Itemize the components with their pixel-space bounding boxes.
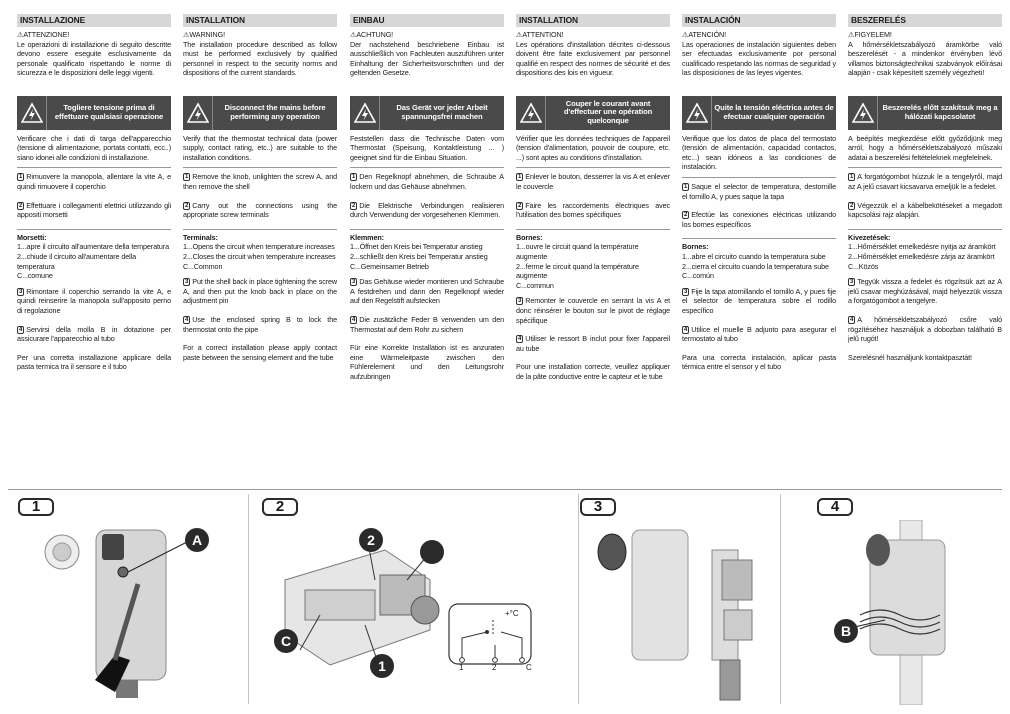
step-2 [682,210,836,229]
intro-text: A hőmérsékletszabályozó áramkörbe való beszerelését - a mindenkor érvényben lévő villamos biztonságtechnikai szabványok előírásai alapján - csak képesített személy végezheti! [848,39,1002,78]
terminal-c: C...commun [516,280,554,290]
terminal-1: 1...Hőmérséklet emelkedésre nyitja az áramkört [848,242,996,252]
attention-label: ⚠ATENCIÓN! [682,30,727,39]
terminal-2: 2...cierra el circuito cuando la temperatura sube [682,261,829,271]
panel-separator [578,494,579,704]
step-marker: 4 [352,316,356,323]
figure-2-number: 2 [262,498,298,516]
terminal-label-1: 1 [459,663,464,672]
warning-text: Das Gerät vor jeder Arbeit spannungsfrei machen [396,103,488,121]
column-header: INSTALACIÓN [682,14,836,27]
figure-1-number: 1 [18,498,54,516]
step-4 [516,334,670,353]
divider [350,167,504,168]
attention-label: ⚠ATTENTION! [516,30,564,39]
high-voltage-icon [17,96,47,130]
terminal-1: 1...Opens the circuit when temperature increases [183,242,335,252]
step-4-text: A hőmérsékletszabályozó csőre való rögzítéséhez használjuk a dobozban található B jelű rugót! [848,314,1002,344]
terminal-1: 1...abre el circuito cuando la temperatura sube [682,251,826,261]
intro-text: Les opérations d'installation décrites ci-dessous doivent être faite exclusivement par personnel qualifié en respect des normes de sécurité et des dispositions des lois en vigueur. [516,39,670,78]
paste-text: Szerelésnél használjunk kontaktpasztát! [848,352,972,362]
step-2 [516,201,670,220]
language-column-es [682,14,836,377]
divider [183,167,337,168]
column-header: EINBAU [350,14,504,27]
terminal-2: 2...schließt den Kreis bei Temperatur anstieg [350,251,488,261]
step-1-text: Rimuovere la manopola, allentare la vite A, e quindi rimuovere il coperchio [17,172,171,191]
column-header: INSTALLATION [516,14,670,27]
language-column-de [350,14,504,386]
warning-text: Couper le courant avant d'effectuer une opération quelconque [563,98,653,125]
terminal-2: 2...chiude il circuito all'aumentare della temperatura [17,251,137,271]
step-4 [848,315,1002,344]
step-marker: 4 [518,336,522,343]
step-4 [17,325,171,344]
step-marker: 1 [352,174,356,181]
step-3 [350,277,504,306]
divider [848,167,1002,168]
terminal-1: 1...ouvre le circuit quand la température augmente [516,242,639,261]
callout-a: A [185,528,209,552]
step-1-text: A forgatógombot húzzuk le a tengelyről, majd az A jelű csavart kicsavarva emeljük le a fedelet. [848,172,1002,191]
figure-3-exploded-drawing [582,520,778,705]
step-marker: 3 [684,288,688,295]
step-3 [516,296,670,325]
step-1 [682,182,836,201]
check-text: Verificare che i dati di targa dell'apparecchio (tensione di alimentazione, portata contatti, ecc..) siano idonei alle condizioni di installazione. [17,133,171,162]
column-header: INSTALLAZIONE [17,14,171,27]
step-marker: 1 [19,174,23,181]
terminal-1: 1...Öffnet den Kreis bei Temperatur anstieg [350,242,483,252]
step-marker: 1 [684,183,688,190]
step-4-text: Die zusätzliche Feder B verwenden um den Thermostat auf dem Rohr zu sichern [350,314,504,334]
warning-text: Beszerelés előtt szakítsuk meg a hálózati kapcsolatot [882,103,998,121]
paste-text: Für eine Korrekte Installation ist es anzuraten eine Wärmeleitpaste zwischen den Fühlerelement und den Leitungsrohr aufzubringen [350,343,504,381]
step-3-text: Tegyük vissza a fedelet és rögzítsük azt az A jelű csavar meghúzásával, majd helyezzük vissza a forgatógombot a tengelyre. [848,277,1002,306]
terminal-c: C...Common [183,261,223,271]
step-1-text: Saque el selector de temperatura, destornille el tornillo A, y pues saque la tapa [682,181,836,201]
panel-separator [248,494,249,704]
step-1 [848,172,1002,191]
step-marker: 3 [185,279,189,286]
step-marker: 4 [19,326,23,333]
step-marker: 2 [850,202,854,209]
step-1 [350,172,504,191]
step-3-text: Put the shell back in place tightening the screw A, and then put the knob back in place on the adjustment pin [183,277,337,306]
step-marker: 4 [684,326,688,333]
terminals-title: Kivezetések: [848,229,1002,243]
figure-1-thermostat-drawing [20,520,245,705]
step-2-text: Die Elektrische Verbindungen realisieren durch Verwendung der vorgesehenen Klemmen. [350,200,504,220]
step-3-text: Rimontare il coperchio serrando la vite A, e quindi reinserire la manopola sull'apposito perno di regolazione [17,286,171,315]
warning-box [350,96,504,130]
intro-text: Las operaciones de instalación siguientes deben ser efectuadas exclusivamente por personal cualificado respetando las normas de seguridad y las disposiciones de las leyes vigentes. [682,39,836,78]
figure-4-pipe-mount-drawing [800,520,1005,705]
step-marker: 1 [850,174,854,181]
figure-3-number: 3 [580,498,616,516]
ground-callout [420,540,444,564]
warning-text: Quite la tensión eléctrica antes de efectuar cualquier operación [714,103,834,121]
warning-box [516,96,670,130]
step-2 [183,201,337,220]
attention-label: ⚠FIGYELEM! [848,30,892,39]
figures-divider [8,489,1002,490]
step-1-text: Den Regelknopf abnehmen, die Schraube A lockern und das Gehäuse abnehmen. [350,172,504,191]
language-column-hu [848,14,1002,367]
step-1-text: Enlever le bouton, desserrer la vis A et enlever le couvercle [516,172,670,191]
terminal-2: 2...ferme le circuit quand la température augmente [516,261,639,281]
step-marker: 3 [850,279,854,286]
language-column-fr [516,14,670,386]
step-3 [682,287,836,316]
step-1 [516,172,670,191]
divider [682,177,836,178]
callout-1: 1 [370,654,394,678]
warning-box [183,96,337,130]
panel-separator [780,494,781,704]
step-marker: 3 [352,279,356,286]
divider [17,167,171,168]
step-marker: 2 [185,202,189,209]
column-header: INSTALLATION [183,14,337,27]
check-text: Vérifier que les données techniques de l'appareil (tension d'alimentation, pouvoir de coupure, etc. ...) sont aptes au conditions d'installation. [516,133,670,162]
terminals-title: Terminals: [183,229,337,243]
high-voltage-icon [848,96,878,130]
terminal-label-c: C [526,663,532,672]
high-voltage-icon [350,96,380,130]
step-2 [350,201,504,220]
step-4-text: Utiliser le ressort B inclut pour fixer l'appareil au tube [516,334,670,353]
check-text: Feststellen dass die Technische Daten vom Thermostat (Speisung, Kontaktleistung ... ) geeignet sind für die Einbau Situation. [350,133,504,162]
intro-text: Der nachstehend beschriebene Einbau ist ausschließlich von Fachleuten auszuführen unter Einhaltung der Sicherheitsvorschriften und der geltenden Gesetze. [350,39,504,78]
terminal-2: 2...Hőmérséklet emelkedésre zárja az áramkört [848,251,995,261]
check-text: A beépítés megkezdése előtt győződjünk meg arról, hogy a hőmérsékletszabályozó műszaki adatai a beszerelési feltételeknek megfelelnek. [848,133,1002,162]
intro-text: Le operazioni di installazione di seguito descritte devono essere eseguite esclusivamente da personale qualificato rispettando le norme di sicurezza e le disposizioni delle leggi vigenti. [17,39,171,78]
warning-box [848,96,1002,130]
step-1 [17,172,171,191]
warning-text: Togliere tensione prima di effettuare qualsiasi operazione [54,103,164,121]
step-4 [183,315,337,334]
paste-text: Pour une installation correcte, veuillez appliquer de la pâte conductive entre le capteur et le tube [516,362,670,381]
step-4-text: Servirsi della molla B in dotazione per assicurare l'apparecchio al tubo [17,324,171,344]
terminals-title: Morsetti: [17,229,171,243]
high-voltage-icon [516,96,546,130]
attention-label: ⚠ATTENZIONE! [17,30,70,39]
warning-box [17,96,171,130]
language-column-it [17,14,171,377]
attention-label: ⚠WARNING! [183,30,226,39]
step-2-text: Carry out the connections using the appropriate screw terminals [183,200,337,220]
terminals-title: Bornes: [516,229,670,243]
callout-2: 2 [359,528,383,552]
step-marker: 2 [684,212,688,219]
step-1 [183,172,337,191]
step-marker: 4 [185,316,189,323]
step-marker: 3 [19,288,23,295]
step-marker: 2 [352,202,356,209]
step-marker: 1 [518,174,522,181]
step-2-text: Effettuare i collegamenti elettrici utilizzando gli appositi morsetti [17,200,171,220]
intro-text: The installation procedure described as follow must be performed exclusively by qualified personnel in respect to the security norms and dispositions of the current standards. [183,39,337,78]
step-marker: 2 [518,202,522,209]
step-3 [183,277,337,306]
high-voltage-icon [682,96,712,130]
terminal-label-2: 2 [492,663,497,672]
screw-a [118,567,128,577]
paste-text: For a correct installation please apply contact paste between the sensing element and the tube [183,343,337,362]
callout-c: C [274,629,298,653]
step-4 [682,325,836,344]
terminals-title: Klemmen: [350,229,504,243]
step-marker: 3 [518,298,522,305]
step-2 [17,201,171,220]
figure-4-number: 4 [817,498,853,516]
terminal-1: 1...apre il circuito all'aumentare della temperatura [17,242,169,252]
step-3-text: Das Gehäuse wieder montieren und Schraube A festdrehen und dann den Regelknopf wieder auf den Regelstift aufstecken [350,277,504,306]
step-2-text: Végezzük el a kábelbekötéseket a megadott kapcsolási rajz alapján. [848,200,1002,220]
paste-text: Para una correcta instalación, aplicar pasta térmica entre el sensor y el tubo [682,352,836,372]
step-4-text: Utilice el muelle B adjunto para asegurar el termostato al tubo [682,324,836,344]
attention-label: ⚠ACHTUNG! [350,30,394,39]
terminal-c: C...Közös [848,261,879,271]
check-text: Verify that the thermostat technical data (power supply, contact rating, etc..) are suitable to the installation conditions. [183,133,337,162]
step-marker: 2 [19,202,23,209]
terminals-title: Bornes: [682,238,836,252]
step-3 [17,287,171,316]
step-marker: 4 [850,316,854,323]
step-4 [350,315,504,334]
warning-box [682,96,836,130]
divider [516,167,670,168]
high-voltage-icon [183,96,213,130]
step-marker: 1 [185,174,189,181]
step-2-text: Efectúe las conexiones eléctricas utilizando los bornes específicos [682,210,836,229]
check-text: Verifique que los datos de placa del termostato (tensión de alimentación, capacidad contactos, etc...) sean idóneos a las condiciones de instalación. [682,133,836,172]
terminal-2: 2...Closes the circuit when temperature increases [183,251,336,261]
step-4-text: Use the enclosed spring B to lock the thermostat onto the pipe [183,314,337,334]
callout-b: B [834,619,858,643]
terminal-c: C...comune [17,271,53,281]
step-1-text: Remove the knob, unlighten the screw A, and then remove the shell [183,172,337,191]
step-2-text: Faire les raccordements électriques avec l'utilisation des bornes spécifiques [516,200,670,220]
column-header: BESZERELÉS [848,14,1002,27]
temp-label: +°C [505,609,519,618]
terminal-c: C...Gemeinsamer Betrieb [350,261,429,271]
language-column-en [183,14,337,367]
step-3-text: Fije la tapa atornillando el tornillo A, y pues fije el selector de temperatura sobre el rodillo específico [682,286,836,315]
warning-text: Disconnect the mains before performing any operation [224,103,326,121]
step-2 [848,201,1002,220]
terminal-c: C...común [682,271,714,281]
paste-text: Per una corretta installazione applicare della pasta termica tra il sensore e il tubo [17,352,171,372]
step-3-text: Remonter le couvercle en serrant la vis A et donc réinsérer le bouton sur le pivot de réglage spécifique [516,296,670,325]
step-3 [848,277,1002,306]
